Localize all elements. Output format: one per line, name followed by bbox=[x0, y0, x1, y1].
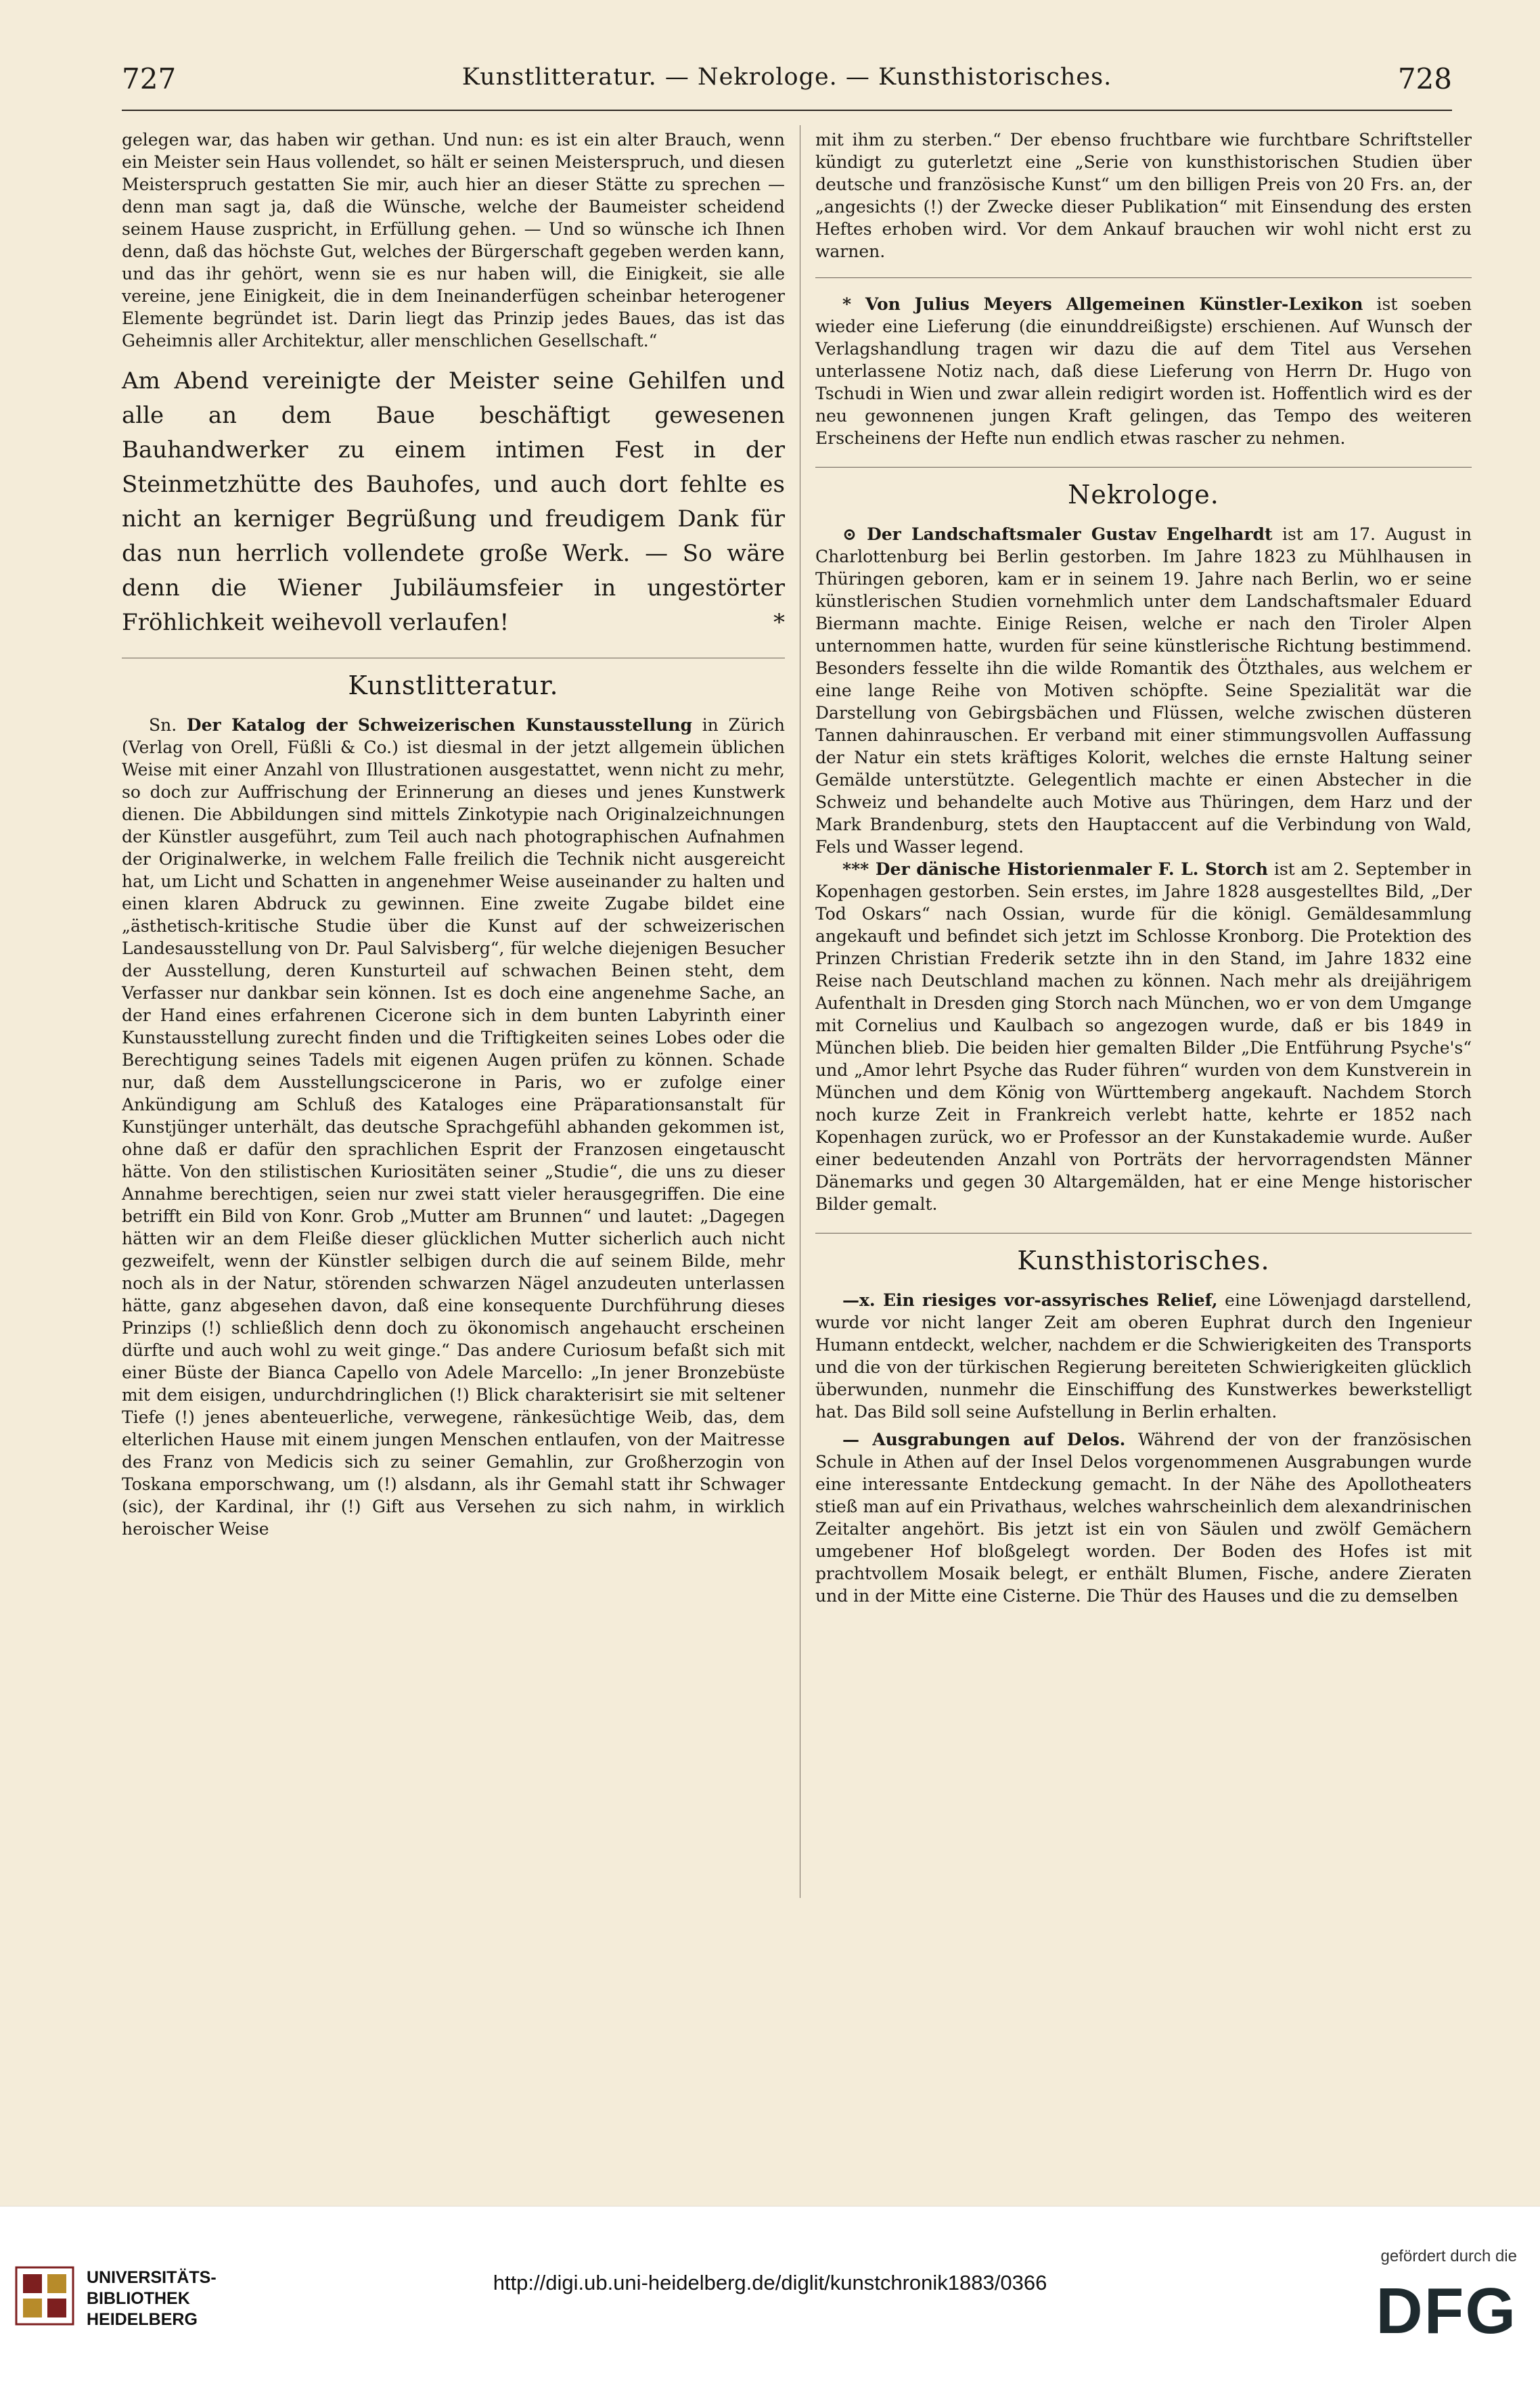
obituary-engelhardt-text bbox=[815, 523, 1472, 858]
lexikon-note-body: ist soeben wieder eine Lieferung (die einunddreißigste) erschienen. Auf Wunsch der Verlagshandlung tragen wir dazu die auf dem Titel aus Versehen unterlassene Notiz nach, daß diese Lieferung von Herrn Dr. Hugo von Tschudi in Wien und zwar allein redigirt worden ist. Hoffentlich wird es der neu gewonnenen jungen Kraft gelingen, das Tempo des weiteren Erscheinens der Hefte nun endlich etwas rascher zu nehmen. bbox=[815, 294, 1472, 448]
catalog-review-title: Der Katalog der Schweizerischen Kunstausstellung bbox=[186, 715, 692, 735]
funded-by-label: gefördert durch die bbox=[1380, 2247, 1517, 2265]
right-column bbox=[815, 129, 1472, 1607]
obituary-engelhardt-body: ist am 17. August in Charlottenburg bei Berlin gestorben. Im Jahre 1823 zu Mühlhausen in Thüringen geboren, kam er in seinem 19. Jahre nach Berlin, wo er seine künstlerischen Studien vornehmlich unter dem Landschaftsmaler Eduard Biermann machte. Einige Reisen, welche er nach den Tiroler Alpen unternommen hatte, wurden für seine künstlerische Richtung bestimmend. Besonders fesselte ihn die wilde Romantik des Ötzthales, aus welchem er eine lange Reihe von Motiven schöpfte. Seine Spezialität war die Darstellung von Gebirgsbächen und Flüssen, welche zwischen düsteren Tannen dahinrauschen. Er verband mit einer stimmungsvollen Auffassung der Natur ein stets kräftiges Kolorit, welches die ernste Haltung seiner Gemälde unterstützte. Gelegentlich machte er einen Abstecher in die Schweiz und behandelte auch Motive aus Thüringen, dem Harz und der Mark Brandenburg, stets den Hauptaccent auf die Verbindung von Wald, Fels und Wasser legend. bbox=[815, 524, 1472, 857]
delos-note-title: — Ausgrabungen auf Delos. bbox=[842, 1430, 1126, 1449]
section-title-kunsthistorisches: Kunsthistorisches. bbox=[1017, 1246, 1270, 1275]
author-signature: Sn. bbox=[149, 715, 177, 735]
lexikon-note-title: * Von Julius Meyers Allgemeinen Künstler-Lexikon bbox=[842, 294, 1363, 314]
library-name-line3: HEIDELBERG bbox=[87, 2310, 198, 2329]
jubilee-text bbox=[122, 364, 785, 640]
obituary-storch-body: ist am 2. September in Kopenhagen gestorben. Sein erstes, im Jahre 1828 ausgestelltes Bild, „Der Tod Oskars“ nach Ossian, wurde für die königl. Gemäldesammlung angekauft und befindet sich jetzt im Schlosse Kronborg. Die Protektion des Prinzen Christian Frederik setzte ihn in den Stand, im Jahre 1832 eine Reise nach Deutschland machen zu können. Nach mehr als dreijährigem Aufenthalt in Dresden ging Storch nach München, wo er von dem Umgange mit Cornelius und Kaulbach so angezogen wurde, daß er bis 1849 in München blieb. Die beiden hier gemalten Bilder „Die Entführung Psyche's“ und „Amor lehrt Psyche das Ruder führen“ wurden von dem Kunstverein in München und dem König von Württemberg angekauft. Nachdem Storch noch kurze Zeit in Frankreich verlebt hatte, kehrte er 1852 nach Kopenhagen zurück, wo er Professor an der Kunstakademie wurde. Außer einer bedeutenden Anzahl von Porträts der hervorragendsten Männer Dänemarks und gegen 30 Altargemälden, hat er eine Menge historischer Bilder gemalt. bbox=[815, 859, 1472, 1214]
section-title-nekrologe: Nekrologe. bbox=[1068, 480, 1219, 510]
continuation-paragraph bbox=[815, 129, 1472, 263]
delos-note-text bbox=[815, 1428, 1472, 1607]
left-column bbox=[122, 129, 785, 1540]
obituary-engelhardt bbox=[815, 523, 1472, 858]
obituary-storch-text bbox=[815, 858, 1472, 1215]
section-rule bbox=[815, 1233, 1472, 1234]
note-rule bbox=[815, 277, 1472, 278]
obituary-engelhardt-title: ⊙ Der Landschaftsmaler Gustav Engelhardt bbox=[842, 524, 1273, 544]
relief-note-title: —x. Ein riesiges vor-assyrisches Relief, bbox=[842, 1290, 1218, 1310]
speech-paragraph bbox=[122, 129, 785, 352]
relief-note-body: eine Löwenjagd darstellend, wurde vor nicht langer Zeit am oberen Euphrat durch den Ingenieur Humann entdeckt, welcher, nachdem er die Schwierigkeiten des Transports und die von der türkischen Regierung bereiteten Schwierigkeiten glücklich überwunden, nunmehr die Einschiffung des Kunstwerkes bewerkstelligt hat. Das Bild soll seine Aufstellung in Berlin erhalten. bbox=[815, 1290, 1472, 1422]
continuation-text: mit ihm zu sterben.“ Der ebenso fruchtbare wie furchtbare Schriftsteller kündigt zu guterletzt eine „Serie von kunsthistorischen Studien über deutsche und französische Kunst“ um den billigen Preis von 20 Frs. an, der „angesichts (!) der Zwecke dieser Publikation“ mit Einsendung des ersten Heftes erhoben wird. Vor dem Ankauf brauchen wir wohl nicht erst zu warnen. bbox=[815, 130, 1472, 261]
library-name-line1: UNIVERSITÄTS- bbox=[87, 2268, 217, 2287]
source-url-link[interactable]: http://digi.ub.uni-heidelberg.de/diglit/kunstchronik1883/0366 bbox=[493, 2271, 1047, 2294]
speech-text: gelegen war, das haben wir gethan. Und nun: es ist ein alter Brauch, wenn ein Meister sein Haus vollendet, so hält er seinen Meisterspruch, und diesen Meisterspruch gestatten Sie mir, auch hier an dieser Stätte zu sprechen — denn man sagt ja, daß die Wünsche, welche der Baumeister scheidend seinem Hause zuspricht, in Erfüllung gehen. — Und so wünsche ich Ihnen denn, daß das höchste Gut, welches der Bürgerschaft gegeben werden kann, und das ihr gehört, wenn sie es nur haben will, die Einigkeit, sie alle vereine, jene Einigkeit, die in dem Ineinanderfügen scheinbar heterogener Elemente begründet ist. Darin liegt das Prinzip jedes Baues, das ist das Geheimnis aller Architektur, aller menschlichen Gesellschaft.“ bbox=[122, 130, 785, 350]
end-star: * bbox=[773, 609, 785, 636]
section-rule bbox=[815, 467, 1472, 468]
page-header bbox=[122, 55, 1452, 111]
catalog-review-text bbox=[122, 714, 785, 1540]
page-number-right: 728 bbox=[1397, 62, 1452, 95]
relief-note-text bbox=[815, 1289, 1472, 1423]
delos-note-body: Während der von der französischen Schule in Athen auf der Insel Delos vorgenommenen Ausgrabungen wurde eine interessante Entdeckung gemacht. In der Nähe des Apollotheaters stieß man auf ein Privathaus, welches wahrscheinlich dem alexandrinischen Zeitalter angehört. Bis jetzt ist ein von Säulen und zwölf Gemächern umgebener Hof bloßgelegt worden. Der Boden des Hofes ist mit prachtvollem Mosaik belegt, er enthält Blumen, Fische, andere Zieraten und in der Mitte eine Cisterne. Die Thür des Hauses und die zu demselben bbox=[815, 1430, 1472, 1606]
jubilee-paragraph bbox=[122, 364, 785, 640]
obituary-storch-title: *** Der dänische Historienmaler F. L. Storch bbox=[842, 859, 1268, 879]
section-title-kunstlitteratur: Kunstlitteratur. bbox=[348, 671, 559, 700]
delos-note bbox=[815, 1428, 1472, 1607]
lexikon-note-text bbox=[815, 293, 1472, 449]
running-title: Kunstlitteratur. — Nekrologe. — Kunsthistorisches. bbox=[461, 64, 1112, 91]
catalog-review-body: in Zürich (Verlag von Orell, Füßli & Co.) ist diesmal in der jetzt allgemein üblichen Weise mit einer Anzahl von Illustrationen ausgestattet, wenn nicht zu mehr, so doch zur Auffrischung der Erinnerung an dieses und jenes Kunstwerk dienen. Die Abbildungen sind mittels Zinkotypie nach Originalzeichnungen der Künstler ausgeführt, zum Teil auch nach photographischen Aufnahmen der Originalwerke, in welchem Falle freilich die Technik nicht ausgereicht hat, um Licht und Schatten in angenehmer Weise auseinander zu halten und einen klaren Abdruck zu gewinnen. Eine zweite Zugabe bildet eine „ästhetisch-kritische Studie über die Kunst auf der schweizerischen Landesausstellung von Dr. Paul Salvisberg“, für welche diejenigen Besucher der Ausstellung, deren Kunsturteil auf schwachen Beinen steht, dem Verfasser nur dankbar sein können. Ist es doch eine angenehme Sache, an der Hand eines erfahrenen Cicerone sich in dem bunten Labyrinth einer Kunstausstellung zurecht finden und die Triftigkeiten seines Lobes oder die Berechtigung seines Tadels mit eigenen Augen prüfen zu können. Schade nur, daß dem Ausstellungscicerone in Paris, wo er zufolge einer Ankündigung am Schluß des Kataloges eine Präparationsanstalt für Kunstjünger unterhält, das deutsche Sprachgefühl abhanden gekommen ist, ohne daß er dafür den sprachlichen Esprit der Franzosen eingetauscht hätte. Von den stilistischen Kuriositäten seiner „Studie“, die uns zu dieser Annahme berechtigen, seien nur zwei statt vieler herausgegriffen. Die eine betrifft ein Bild von Konr. Grob „Mutter am Brunnen“ und lautet: „Dagegen hätten wir an dem Fleiße dieser glücklichen Mutter sicherlich auch nicht gezweifelt, wenn der Künstler selbigen durch die auf seinem Bilde, mehr noch als in der Natur, störenden schwarzen Nägel anzudeuten unterlassen hätte, ganz abgesehen davon, daß eine konsequente Durchführung dieses Prinzips (!) schließlich denn doch zu ökonomisch angehaucht erscheinen dürfte und auch wohl zu weit ginge.“ Das andere Curiosum befaßt sich mit einer Büste der Bianca Capello von Adele Marcello: „In jener Bronzebüste mit dem eisigen, undurchdringlichen (!) Blick charakterisirt sie mit seltener Tiefe (!) jenes abenteuerliche, verwegene, ränkesüchtige Weib, das, dem elterlichen Hause mit einem jungen Menschen entlaufen, von der Maitresse des Franz von Medicis sich zu seiner Gemahlin, zur Großherzogin von Toskana emporschwang, um (!) alsdann, als ihr Gemahl statt ihr Schwager (sic), der Kardinal, ihr (!) Gift aus Versehen zu sich nahm, in wirklich heroischer Weise bbox=[122, 715, 785, 1539]
jubilee-body: Am Abend vereinigte der Meister seine Gehilfen und alle an dem Baue beschäftigt gewesenen Bauhandwerker zu einem intimen Fest in der Steinmetzhütte des Bauhofes, und auch dort fehlte es nicht an kerniger Begrüßung und freudigem Dank für das nun herrlich vollendete große Werk. — So wäre denn die Wiener Jubiläumsfeier in ungestörter Fröhlichkeit weihevoll verlaufen! bbox=[122, 367, 785, 636]
lexikon-note bbox=[815, 293, 1472, 449]
dfg-logo: DFG bbox=[1376, 2275, 1517, 2347]
digitization-footer bbox=[0, 2206, 1540, 2398]
library-name-line2: BIBLIOTHEK bbox=[87, 2289, 190, 2308]
obituary-storch bbox=[815, 858, 1472, 1215]
page-number-left: 727 bbox=[122, 62, 177, 95]
relief-note bbox=[815, 1289, 1472, 1423]
catalog-review bbox=[122, 714, 785, 1540]
